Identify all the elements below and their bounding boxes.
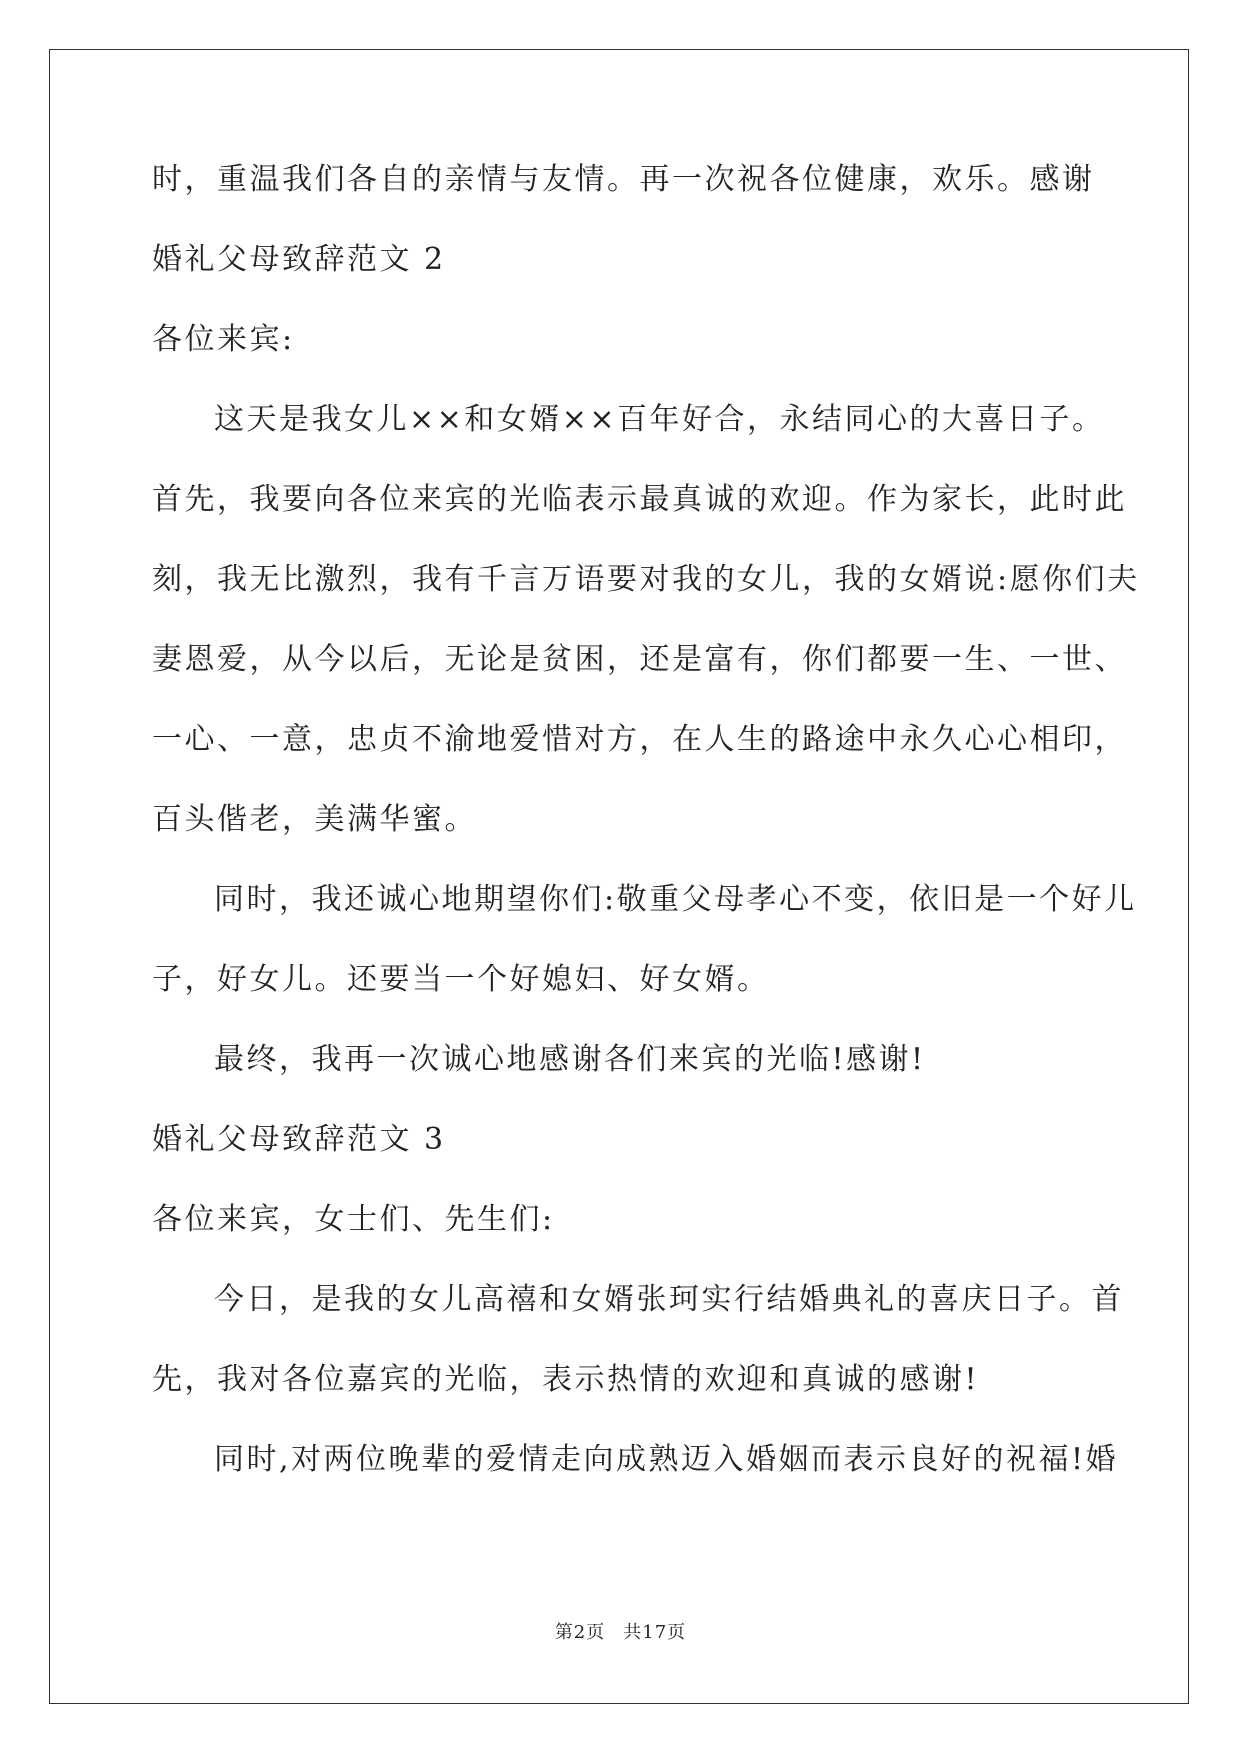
salutation: 各位来宾:: [152, 322, 295, 357]
paragraph-line: 同时，我还诚心地期望你们:敬重父母孝心不变，依旧是一个好儿: [214, 882, 1137, 917]
section-heading: 婚礼父母致辞范文 3: [152, 1122, 446, 1157]
page-total: 共17页: [623, 1622, 687, 1643]
section-heading: 婚礼父母致辞范文 2: [152, 242, 446, 277]
paragraph-line: 同时,对两位晚辈的爱情走向成熟迈入婚姻而表示良好的祝福!婚: [214, 1442, 1119, 1477]
paragraph-line: 一心、一意，忠贞不渝地爱惜对方，在人生的路途中永久心心相印，: [152, 722, 1127, 757]
paragraph-line: 先，我对各位嘉宾的光临，表示热情的欢迎和真诚的感谢!: [152, 1362, 980, 1397]
page-number: 第2页: [554, 1622, 606, 1643]
paragraph-line: 刻，我无比激烈，我有千言万语要对我的女儿，我的女婿说:愿你们夫: [152, 562, 1140, 597]
paragraph-line: 首先，我要向各位来宾的光临表示最真诚的欢迎。作为家长，此时此: [152, 482, 1127, 517]
paragraph-line: 妻恩爱，从今以后，无论是贫困，还是富有，你们都要一生、一世、: [152, 642, 1127, 677]
paragraph-line: 最终，我再一次诚心地感谢各们来宾的光临!感谢!: [214, 1042, 926, 1077]
paragraph-line: 时，重温我们各自的亲情与友情。再一次祝各位健康，欢乐。感谢: [152, 162, 1095, 197]
paragraph-line: 子，好女儿。还要当一个好媳妇、好女婿。: [152, 962, 770, 997]
paragraph-line: 这天是我女儿××和女婿××百年好合，永结同心的大喜日子。: [214, 402, 1105, 437]
paragraph-line: 今日，是我的女儿高禧和女婿张珂实行结婚典礼的喜庆日子。首: [214, 1282, 1124, 1317]
paragraph-line: 百头偕老，美满华蜜。: [152, 802, 477, 837]
page-footer: [0, 1618, 1241, 1644]
document-body: [152, 157, 1140, 1517]
salutation: 各位来宾，女士们、先生们:: [152, 1202, 555, 1237]
